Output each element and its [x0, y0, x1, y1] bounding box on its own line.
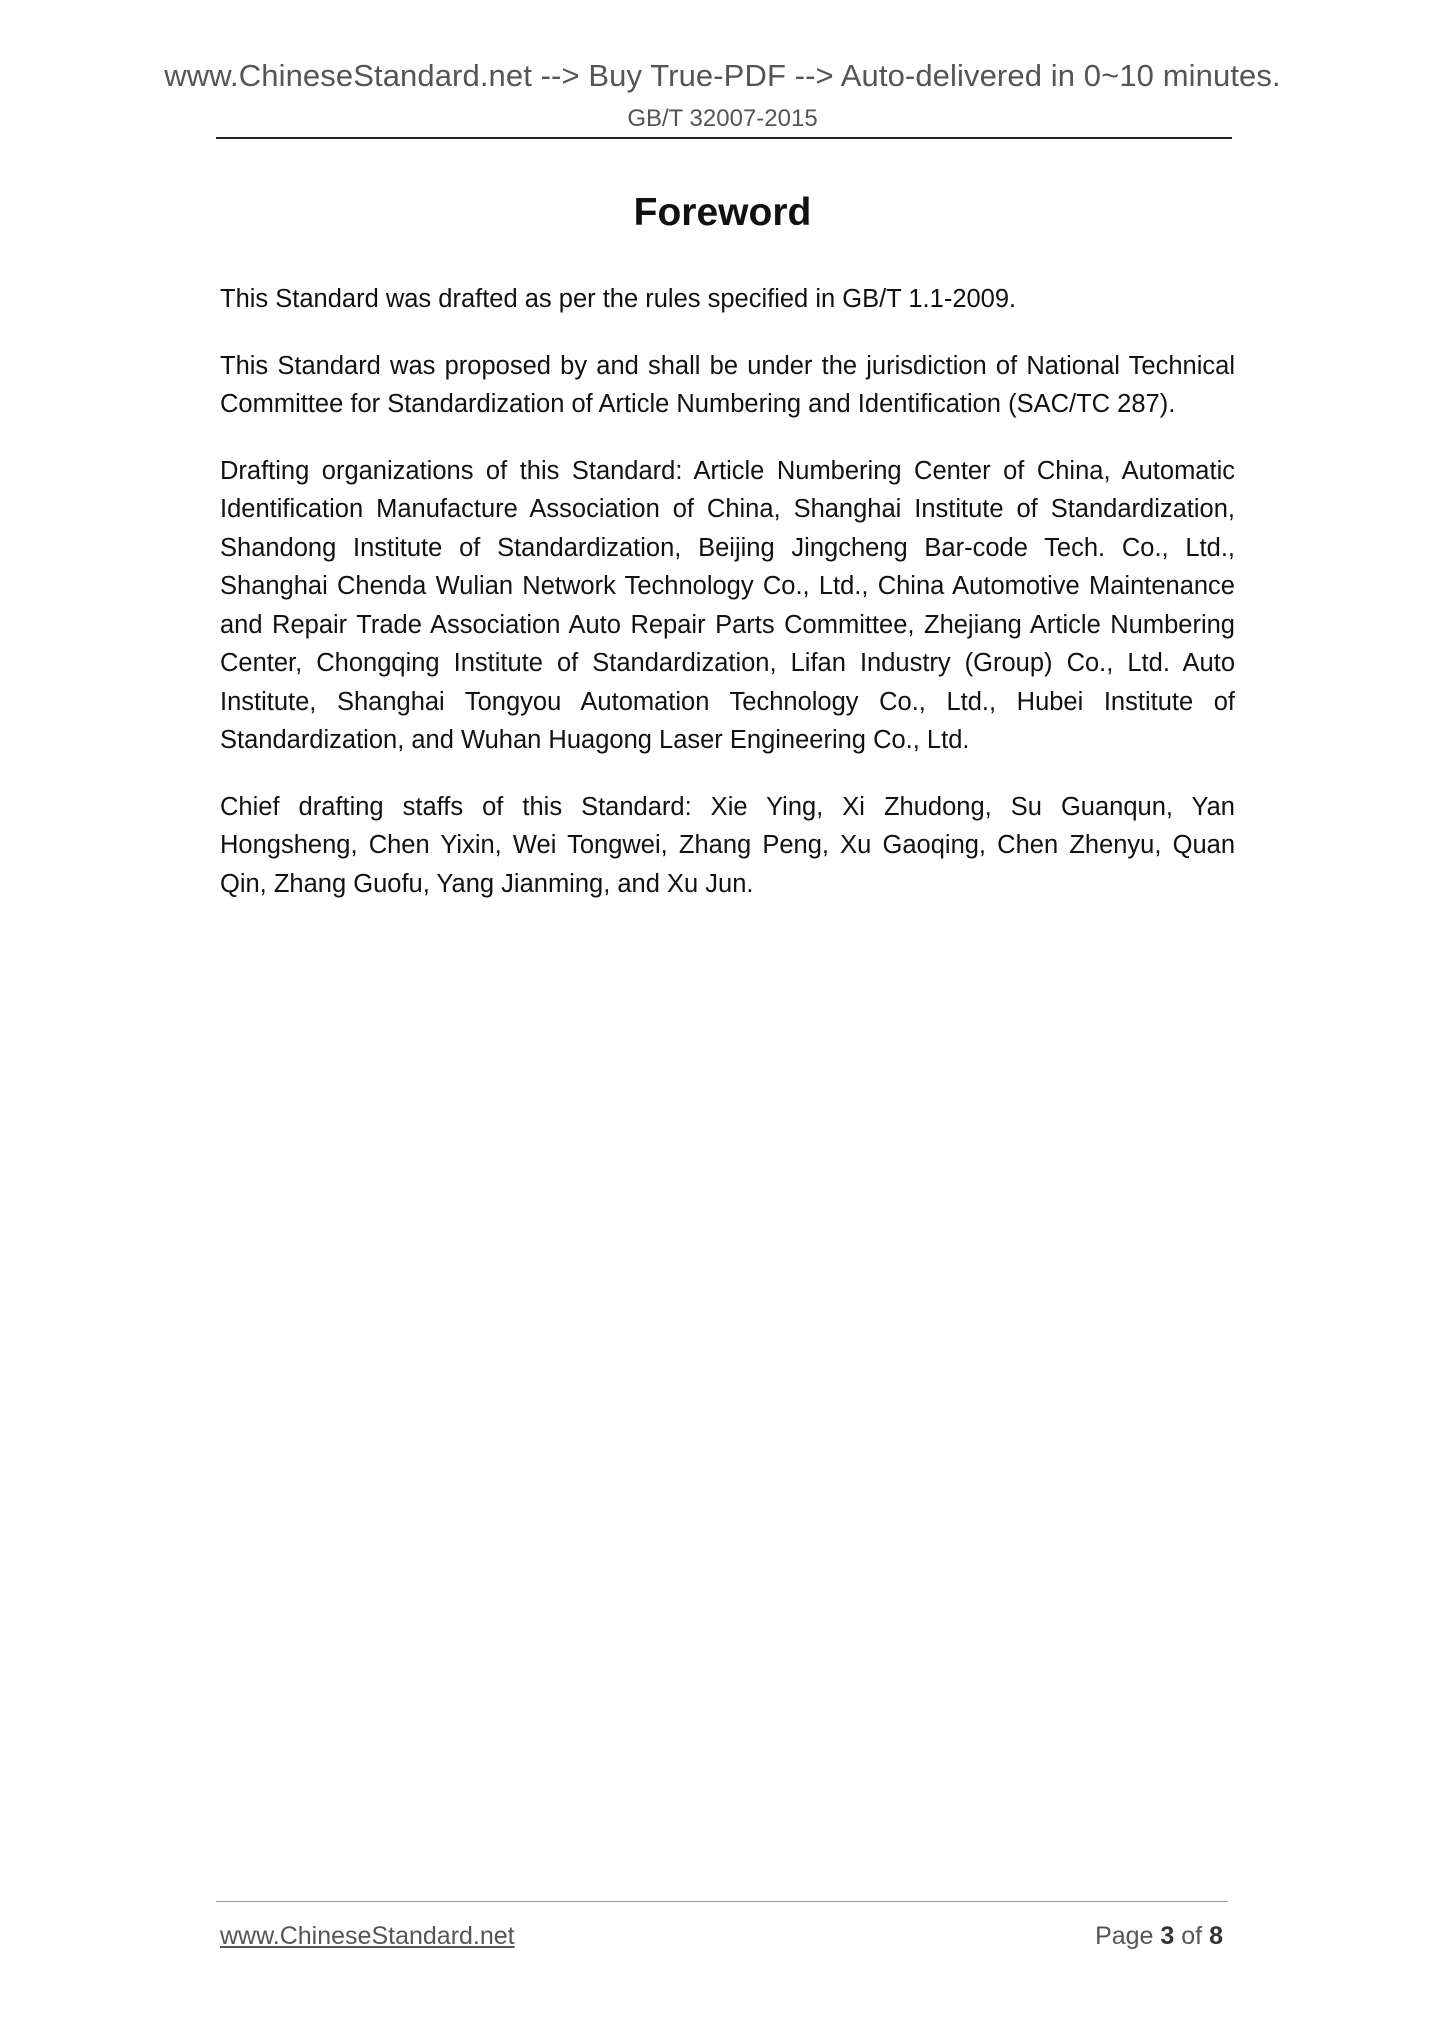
header-banner: www.ChineseStandard.net --> Buy True-PDF --> Auto-delivered in 0~10 minutes.: [164, 58, 1281, 93]
page-of: of: [1181, 1922, 1203, 1950]
paragraph-drafting-organizations: Drafting organizations of this Standard: Article Numbering Center of China, Automatic Identification Manufacture Association of China, Shanghai Institute of Standardization, Shandong Institute of Standardization, Beijing Jingcheng Bar-code Tech. Co., Ltd., Shanghai Chenda Wulian Network Technology Co., Ltd., China Automotive Maintenance and Repair Trade Association Auto Repair Parts Committee, Zhejiang Article Numbering Center, Chongqing Institute of Standardization, Lifan Industry (Group) Co., Ltd. Auto Institute, Shanghai Tongyou Automation Technology Co., Ltd., Hubei Institute of Standardization, and Wuhan Huagong Laser Engineering Co., Ltd.: [220, 456, 1235, 754]
footer-website-link[interactable]: www.ChineseStandard.net: [220, 1922, 515, 1950]
page-current: 3: [1160, 1922, 1175, 1950]
page-title: Foreword: [633, 191, 812, 234]
page-number: [1095, 1922, 1223, 1951]
standard-code: GB/T 32007-2015: [627, 105, 818, 132]
document-body: [220, 280, 1235, 931]
page-total: 8: [1209, 1922, 1223, 1950]
paragraph-drafting-rules: This Standard was drafted as per the rules specified in GB/T 1.1-2009.: [220, 285, 1017, 313]
footer-divider: [216, 1901, 1228, 1902]
header-divider: [216, 137, 1232, 139]
page-prefix: Page: [1095, 1922, 1154, 1950]
paragraph-jurisdiction: This Standard was proposed by and shall be under the jurisdiction of National Technical Committee for Standardization of Article Numbering and Identification (SAC/TC 287).: [220, 351, 1235, 418]
paragraph-drafting-staff: Chief drafting staffs of this Standard: Xie Ying, Xi Zhudong, Su Guanqun, Yan Hongsheng, Chen Yixin, Wei Tongwei, Zhang Peng, Xu Gaoqing, Chen Zhenyu, Quan Qin, Zhang Guofu, Yang Jianming, and Xu Jun.: [220, 792, 1235, 898]
